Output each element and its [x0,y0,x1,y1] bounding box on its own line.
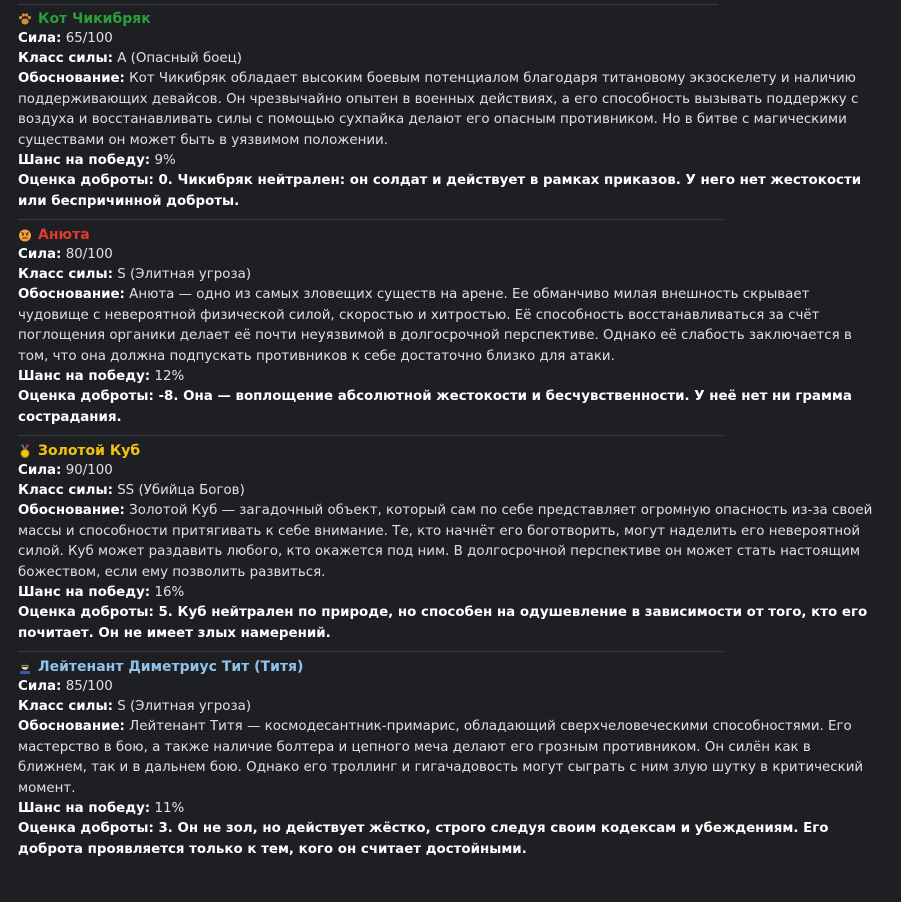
chance-value: 16% [154,585,185,600]
fighter-name: Лейтенант Диметриус Тит (Титя) [38,659,304,675]
reason-label: Обоснование: [18,503,125,518]
strength-value: 85/100 [65,679,113,694]
strength-value: 80/100 [65,247,113,262]
fighter-header [18,441,883,461]
strength-label: Сила: [18,31,62,46]
kindness-label: Оценка доброты: [18,821,154,836]
strength-line [18,29,883,49]
reason-line [18,285,883,367]
class-label: Класс силы: [18,483,113,498]
chance-line [18,367,883,387]
kindness-label: Оценка доброты: [18,173,154,188]
kindness-label: Оценка доброты: [18,389,154,404]
soldier-icon [18,660,32,674]
chance-label: Шанс на победу: [18,585,151,600]
kindness-label: Оценка доброты: [18,605,154,620]
chance-value: 9% [154,153,176,168]
reason-line [18,717,883,799]
class-value: SS (Убийца Богов) [117,483,245,498]
strength-line [18,677,883,697]
class-line [18,49,883,69]
paw-icon [18,12,32,26]
medal-icon [18,444,32,458]
reason-text: Анюта — одно из самых зловещих существ на арене. Ее обманчиво милая внешность скрывает чудовище с невероятной физической силой, скоростью и хитростью. Её способность восстанавливаться за счёт поглощения органики делает её почти неуязвимой в долгосрочной перспективе. Однако её слабость заключается в том, что она должна подпускать противников к себе достаточно близко для атаки. [18,287,852,364]
fighter-header [18,225,883,245]
strength-value: 90/100 [65,463,113,478]
strength-line [18,245,883,265]
strength-value: 65/100 [65,31,113,46]
chance-value: 11% [154,801,185,816]
fighter-card [18,220,883,435]
fighter-name: Анюта [38,227,90,243]
fighter-header [18,657,883,677]
fighter-card [18,652,883,860]
kindness-text: 0. Чикибряк нейтрален: он солдат и действует в рамках приказов. У него нет жестокости или беспричинной доброты. [18,173,862,209]
strength-label: Сила: [18,247,62,262]
reason-line [18,69,883,151]
reason-text: Лейтенант Титя — космодесантник-примарис, обладающий сверхчеловеческими способностями. Его мастерство в бою, а также наличие болтера и цепного меча делают его грозным противником. Он силён как в ближнем, так и в дальнем бою. Однако его троллинг и гигачадовость могут сыграть с ним злую шутку в критический момент. [18,719,864,796]
chance-label: Шанс на победу: [18,801,151,816]
class-value: S (Элитная угроза) [117,267,252,282]
class-value: A (Опасный боец) [117,51,243,66]
kindness-text: -8. Она — воплощение абсолютной жестокости и бесчувственности. У неё нет ни грамма сострадания. [18,389,852,425]
chance-label: Шанс на победу: [18,369,151,384]
class-label: Класс силы: [18,267,113,282]
reason-text: Кот Чикибряк обладает высоким боевым потенциалом благодаря титановому экзоскелету и наличию поддерживающих девайсов. Он чрезвычайно опытен в военных действиях, а его способность вызывать поддержку с воздуха и восстанавливать силы с помощью сухпайка делают его опасным противником. Но в битве с магическими существами он может быть в уязвимом положении. [18,71,859,148]
strength-label: Сила: [18,463,62,478]
kindness-line [18,387,883,428]
chance-line [18,799,883,819]
class-line [18,481,883,501]
fighter-name: Кот Чикибряк [38,11,151,27]
reason-label: Обоснование: [18,719,125,734]
chance-line [18,151,883,171]
chance-line [18,583,883,603]
fighter-header [18,9,883,29]
class-label: Класс силы: [18,51,113,66]
kindness-line [18,603,883,644]
reason-line [18,501,883,583]
class-value: S (Элитная угроза) [117,699,252,714]
angry-face-icon [18,228,32,242]
chance-value: 12% [154,369,185,384]
strength-label: Сила: [18,679,62,694]
strength-line [18,461,883,481]
fighter-name: Золотой Куб [38,443,141,459]
fighter-card [18,436,883,651]
kindness-line [18,819,883,860]
kindness-line [18,171,883,212]
chance-label: Шанс на победу: [18,153,151,168]
reason-text: Золотой Куб — загадочный объект, который сам по себе представляет огромную опасность из-за своей массы и способности притягивать к себе внимание. Те, кто начнёт его боготворить, могут наделить его невероятной силой. Куб может раздавить любого, кто окажется под ним. В долгосрочной перспективе он может стать настоящим божеством, если ему позволить развиться. [18,503,873,580]
class-line [18,697,883,717]
class-line [18,265,883,285]
reason-label: Обоснование: [18,287,125,302]
kindness-text: 3. Он не зол, но действует жёстко, строго следуя своим кодексам и убеждениям. Его доброта проявляется только к тем, кого он считает достойными. [18,821,829,857]
reason-label: Обоснование: [18,71,125,86]
class-label: Класс силы: [18,699,113,714]
fighter-card [18,0,883,219]
kindness-text: 5. Куб нейтрален по природе, но способен на одушевление в зависимости от того, кто его почитает. Он не имеет злых намерений. [18,605,868,641]
